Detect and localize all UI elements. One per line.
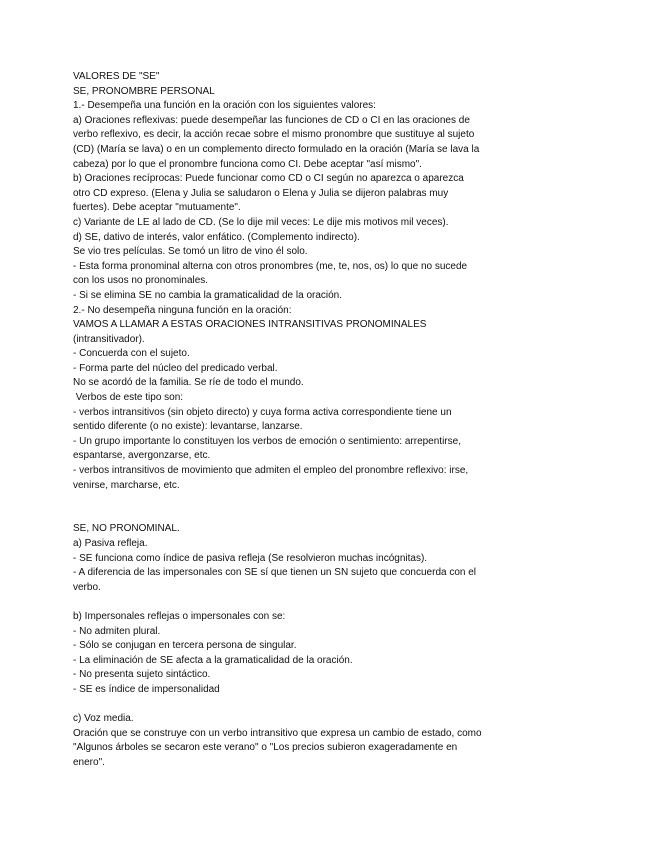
blank-line [73, 698, 543, 713]
text-line: verbo reflexivo, es decir, la acción recae sobre el mismo pronombre que sustituye al sujeto [73, 129, 475, 141]
text-line: c) Variante de LE al lado de CD. (Se lo dije mil veces: Le dije mis motivos mil veces). [73, 216, 449, 228]
text-line: otro CD expreso. (Elena y Julia se saludaron o Elena y Julia se dijeron palabras muy [73, 187, 449, 199]
text-line: Se vio tres películas. Se tomó un litro de vino él solo. [73, 246, 308, 258]
blank-line [73, 595, 543, 610]
text-line: enero". [73, 756, 105, 768]
text-line: - Concuerda con el sujeto. [73, 348, 190, 360]
text-line: - Forma parte del núcleo del predicado verbal. [73, 362, 278, 374]
text-line: sentido diferente (o no existe): levantarse, lanzarse. [73, 421, 303, 433]
text-line: - verbos intransitivos de movimiento que admiten el empleo del pronombre reflexivo: irse, [73, 465, 469, 477]
text-line: - Esta forma pronominal alterna con otros pronombres (me, te, nos, os) lo que no sucede [73, 260, 468, 272]
text-line: a) Oraciones reflexivas: puede desempeñar las funciones de CD o CI en las oraciones de [73, 114, 470, 126]
text-line: (CD) (María se lava) o en un complemento directo formulado en la oración (María se lava la [73, 143, 480, 155]
text-line: cabeza) por lo que el pronombre funciona como CI. Debe aceptar "así mismo". [73, 158, 422, 170]
document-body [73, 70, 543, 771]
blank-line [73, 493, 543, 508]
text-line: - A diferencia de las impersonales con SE sí que tienen un SN sujeto que concuerda con el [73, 567, 477, 579]
text-line: No se acordó de la familia. Se ríe de todo el mundo. [73, 377, 304, 389]
text-line: b) Oraciones recíprocas: Puede funcionar como CD o CI según no aparezca o aparezca [73, 173, 464, 185]
text-line: - Si se elimina SE no cambia la gramaticalidad de la oración. [73, 289, 343, 301]
text-line: SE, PRONOMBRE PERSONAL [73, 85, 215, 97]
text-line: VALORES DE "SE" [73, 71, 160, 82]
text-line: SE, NO PRONOMINAL. [73, 523, 180, 535]
text-line: - Un grupo importante lo constituyen los verbos de emoción o sentimiento: arrepentirse, [73, 435, 461, 447]
text-line: - No admiten plural. [73, 625, 161, 637]
text-line: - SE es índice de impersonalidad [73, 683, 220, 695]
text-line: a) Pasiva refleja. [73, 538, 148, 549]
text-line: b) Impersonales reflejas o impersonales con se: [73, 610, 286, 622]
text-line: - SE funciona como índice de pasiva refleja (Se resolvieron muchas incógnitas). [73, 552, 428, 564]
text-line: c) Voz media. [73, 713, 134, 725]
text-line: 2.- No desempeña ninguna función en la oración: [73, 304, 292, 316]
text-line: - verbos intransitivos (sin objeto directo) y cuya forma activa correspondiente tiene un [73, 406, 452, 418]
text-line: VAMOS A LLAMAR A ESTAS ORACIONES INTRANSITIVAS PRONOMINALES [73, 319, 427, 331]
text-line: (intransitivador). [73, 333, 145, 345]
text-line: Oración que se construye con un verbo intransitivo que expresa un cambio de estado, como [73, 727, 482, 739]
text-line: Verbos de este tipo son: [73, 392, 184, 404]
text-line: "Algunos árboles se secaron este verano" o "Los precios subieron exageradamente en [73, 742, 458, 754]
text-line: fuertes). Debe aceptar "mutuamente". [73, 202, 241, 214]
text-line: espantarse, avergonzarse, etc. [73, 450, 211, 462]
text-line: d) SE, dativo de interés, valor enfático. (Complemento indirecto). [73, 231, 360, 243]
text-line: - No presenta sujeto sintáctico. [73, 669, 211, 681]
text-line: venirse, marcharse, etc. [73, 479, 180, 491]
text-line: - Sólo se conjugan en tercera persona de singular. [73, 640, 297, 652]
text-line: 1.- Desempeña una función en la oración con los siguientes valores: [73, 100, 376, 112]
text-line: con los usos no pronominales. [73, 275, 209, 287]
text-line: verbo. [73, 581, 101, 593]
blank-line [73, 508, 543, 523]
text-line: - La eliminación de SE afecta a la gramaticalidad de la oración. [73, 654, 353, 666]
